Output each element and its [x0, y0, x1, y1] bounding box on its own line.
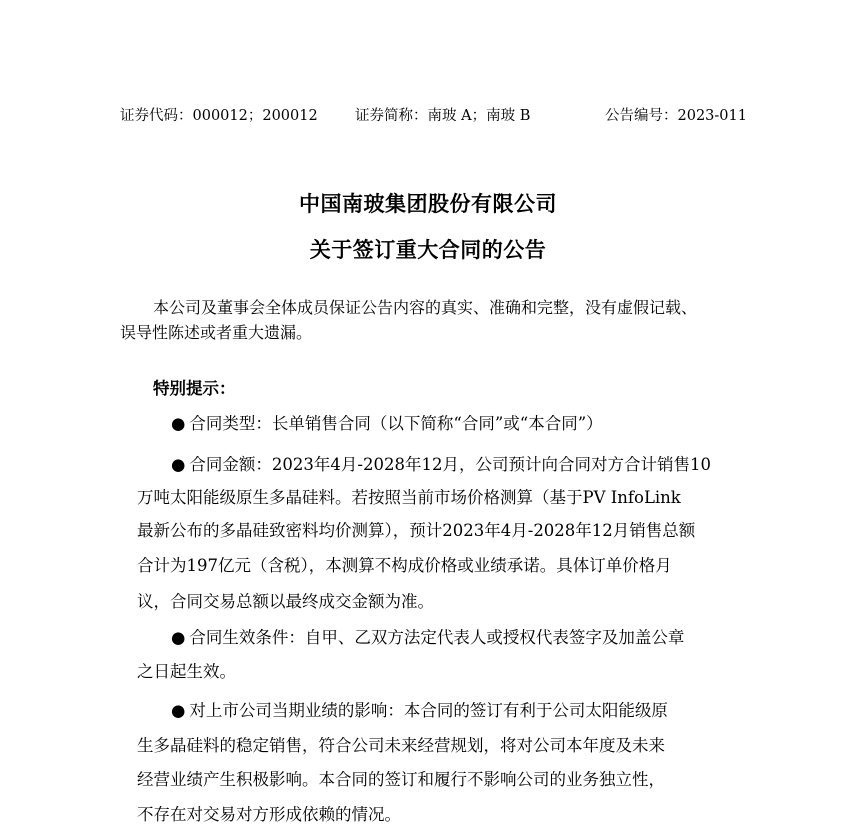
notice-item-contract-type	[171, 409, 603, 439]
bullet-icon: ●	[171, 628, 186, 647]
notice-line: 万吨太阳能级原生多晶硅料。若按照当前市场价格测算（基于PV InfoLink	[137, 488, 681, 507]
announcement-number: 公告编号：2023-011	[605, 108, 747, 124]
notice-line: 合同生效条件：自甲、乙双方法定代表人或授权代表签字及加盖公章	[189, 628, 685, 647]
notice-line: 最新公布的多晶硅致密料均价测算），预计2023年4月-2028年12月销售总额	[137, 521, 696, 540]
bullet-icon: ●	[171, 455, 186, 474]
notice-line: 合同类型：长单销售合同（以下简称“合同”或“本合同”）	[189, 414, 603, 433]
notice-item-contract-amount	[171, 450, 711, 480]
bullet-icon: ●	[171, 414, 186, 433]
security-abbreviation: 证券简称：南玻 A；南玻 B	[355, 108, 531, 124]
notice-line: 经营业绩产生积极影响。本合同的签订和履行不影响公司的业务独立性，	[137, 770, 665, 789]
company-name-title: 中国南玻集团股份有限公司	[299, 192, 557, 216]
board-statement-line-1: 本公司及董事会全体成员保证公告内容的真实、准确和完整，没有虚假记载、	[153, 298, 698, 317]
notice-line: 合计为197亿元（含税），本测算不构成价格或业绩承诺。具体订单价格月	[137, 556, 672, 575]
board-statement-line-2: 误导性陈述或者重大遗漏。	[120, 323, 313, 342]
notice-line: 对上市公司当期业绩的影响：本合同的签订有利于公司太阳能级原	[189, 701, 668, 720]
notice-line: 之日起生效。	[137, 662, 236, 681]
notice-line: 不存在对交易对方形成依赖的情况。	[137, 805, 401, 824]
notice-item-performance-impact	[171, 696, 668, 726]
security-code: 证券代码：000012；200012	[120, 108, 318, 124]
notice-line: 生多晶硅料的稳定销售，符合公司未来经营规划，将对公司本年度及未来	[137, 736, 665, 755]
announcement-header	[0, 104, 856, 128]
special-notice-heading: 特别提示：	[153, 379, 236, 398]
announcement-title: 关于签订重大合同的公告	[309, 238, 547, 262]
notice-line: 议，合同交易总额以最终成交金额为准。	[137, 592, 434, 611]
notice-line: 合同金额：2023年4月-2028年12月，公司预计向合同对方合计销售10	[189, 455, 711, 474]
notice-item-effective-condition	[171, 623, 684, 653]
bullet-icon: ●	[171, 701, 186, 720]
